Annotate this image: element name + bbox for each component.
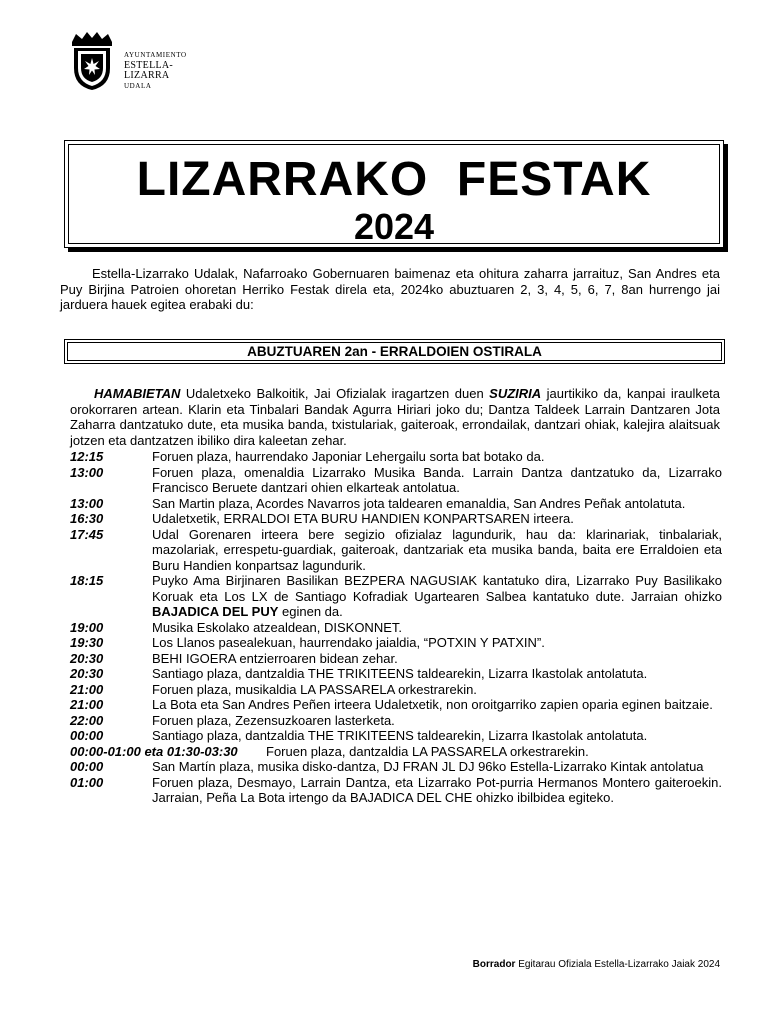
- event-desc: [152, 573, 722, 620]
- lead-bold-2: SUZIRIA: [489, 386, 542, 401]
- event-time: 19:30: [70, 635, 104, 650]
- title-inner-frame: [68, 144, 720, 247]
- event-row: [70, 744, 722, 760]
- event-row: [70, 666, 722, 682]
- logo-line-2: ESTELLA-LIZARRA: [124, 60, 174, 81]
- event-desc: Santiago plaza, dantzaldia THE TRIKITEENS taldearekin, Lizarra Ikastolak antolatuta.: [152, 728, 648, 743]
- lead-text-1: Udaletxeko Balkoitik, Jai Ofizialak iragartzen duen: [180, 386, 490, 401]
- event-row: [70, 697, 722, 713]
- lead-paragraph: [70, 386, 720, 448]
- logo-text: [124, 52, 216, 90]
- event-time: 00:00: [70, 728, 104, 743]
- event-desc: Musika Eskolako atzealdean, DISKONNET.: [152, 619, 402, 635]
- coat-of-arms-icon: [66, 30, 118, 92]
- event-time: 00:00: [70, 759, 104, 774]
- footer-text: Egitarau Ofiziala Estella-Lizarrako Jaiak 2024: [515, 959, 720, 970]
- event-desc: Foruen plaza, Desmayo, Larrain Dantza, eta Lizarrako Pot-purria Hermanos Montero gaiteroekin. Jarraian, Peña La Bota irtengo da BAJADICA DEL CHE ohizko ibilbidea egiteko.: [152, 774, 722, 805]
- event-row: [70, 573, 722, 620]
- event-time: 18:15: [70, 573, 104, 588]
- event-time: 21:00: [70, 697, 104, 712]
- footer: [473, 959, 720, 970]
- event-desc: San Martín plaza, musika disko-dantza, DJ FRAN JL DJ 96ko Estella-Lizarrako Kintak antolatua: [152, 759, 704, 774]
- lead-bold-1: HAMABIETAN: [94, 386, 181, 401]
- event-time: 22:00: [70, 712, 104, 728]
- event-time: 16:30: [70, 511, 104, 526]
- city-logo: [66, 30, 216, 92]
- event-row: [70, 775, 722, 806]
- logo-line-1: AYUNTAMIENTO: [124, 51, 187, 59]
- day-heading: ABUZTUAREN 2an - ERRALDOIEN OSTIRALA: [67, 342, 722, 361]
- lead-text-2: jaurtikiko da, kanpai iraulketa orokorraren artean. Klarin eta Tinbalari Bandak Agurra Hiriari joko du; Dantza Taldeek Larrain Dantzaren Jota Zaharra dantzatuko dute, eta musika banda, txistulariak, gaiteroak, errondailak, dantzari ohiak, kalejira alaitsuak jotzen eta dantzatzen ibiliko dira kaleetan zehar.: [70, 386, 720, 448]
- event-row: [70, 511, 722, 527]
- event-row: [70, 713, 722, 729]
- event-time: 20:30: [70, 666, 104, 681]
- title-year: 2024: [353, 206, 435, 247]
- event-desc: Los Llanos pasealekuan, haurrendako jaialdia, “POTXIN Y PATXIN”.: [152, 635, 545, 650]
- event-row: [70, 651, 722, 667]
- event-desc: Foruen plaza, haurrendako Japoniar Lehergailu sorta bat botako da.: [152, 449, 545, 464]
- events-list: [70, 449, 722, 806]
- event-time: 00:00-01:00 eta 01:30-03:30: [70, 743, 238, 759]
- event-time: 19:00: [70, 619, 104, 635]
- event-desc: BEHI IGOERA entzierroaren bidean zehar.: [152, 650, 398, 666]
- event-time: 17:45: [70, 526, 104, 542]
- event-desc-bold: BAJADICA DEL PUY: [152, 604, 279, 619]
- event-row: [70, 620, 722, 636]
- event-desc: Foruen plaza, dantzaldia LA PASSARELA orkestrarekin.: [266, 743, 589, 759]
- title-box: [64, 140, 724, 248]
- event-time: 13:00: [70, 495, 104, 511]
- event-time: 12:15: [70, 449, 104, 464]
- event-time: 21:00: [70, 681, 104, 697]
- event-desc: Santiago plaza, dantzaldia THE TRIKITEENS taldearekin, Lizarra Ikastolak antolatuta.: [152, 666, 648, 681]
- footer-bold: Borrador: [472, 959, 516, 970]
- day-heading-box: [64, 339, 725, 364]
- event-row: [70, 465, 722, 496]
- event-desc: Foruen plaza, musikaldia LA PASSARELA orkestrarekin.: [152, 681, 477, 697]
- event-time: 01:00: [70, 774, 104, 790]
- page-title: LIZARRAKO FESTAK: [136, 153, 652, 206]
- event-row: [70, 496, 722, 512]
- event-row: [70, 527, 722, 574]
- event-row: [70, 728, 722, 744]
- event-desc: La Bota eta San Andres Peñen irteera Udaletxetik, non oroitgarriko zapien oparia eginen baitzaie.: [152, 697, 713, 712]
- event-desc: Foruen plaza, Zezensuzkoaren lasterketa.: [152, 712, 395, 728]
- event-desc-text: Puyko Ama Birjinaren Basilikan BEZPERA NAGUSIAK kantatuko dira, Lizarrako Puy Basilikako Koruak eta Los LX de Santiago Kofradiak Ugartearen Salbea kantatuko dute. Jarraian ohizko: [152, 573, 722, 604]
- event-row: [70, 682, 722, 698]
- event-desc: Udal Gorenaren irteera bere segizio ofizialaz lagundurik, hau da: klarinariak, tinbalariak, mazolariak, errespetu-guardiak, gaiteroak, dantzariak eta musika banda, baita ere Erraldoien eta Buru Handien konpartsaz lagundurik.: [152, 526, 722, 573]
- event-time: 13:00: [70, 464, 104, 480]
- event-row: [70, 759, 722, 775]
- logo-line-3: UDALA: [124, 82, 152, 90]
- event-desc: San Martin plaza, Acordes Navarros jota taldearen emanaldia, San Andres Peñak antolatuta.: [152, 495, 686, 511]
- intro-paragraph: Estella-Lizarrako Udalak, Nafarroako Gobernuaren baimenaz eta ohitura zaharra jarraituz, San Andres eta Puy Birjina Patroien ohoretan Herriko Festak direla eta, 2024ko abuztuaren 2, 3, 4, 5, 6, 7, 8an hurrengo jai jarduera hauek egitea erabaki du:: [60, 266, 720, 312]
- event-row: [70, 449, 722, 465]
- event-desc: Udaletxetik, ERRALDOI ETA BURU HANDIEN KONPARTSAREN irteera.: [152, 511, 574, 526]
- event-desc: Foruen plaza, omenaldia Lizarrako Musika Banda. Larrain Dantza dantzatuko da, Lizarrako Francisco Beruete dantzari ohien elkarteak antolatua.: [152, 464, 722, 495]
- event-time: 20:30: [70, 650, 104, 666]
- event-row: [70, 635, 722, 651]
- event-desc-after: eginen da.: [278, 604, 343, 619]
